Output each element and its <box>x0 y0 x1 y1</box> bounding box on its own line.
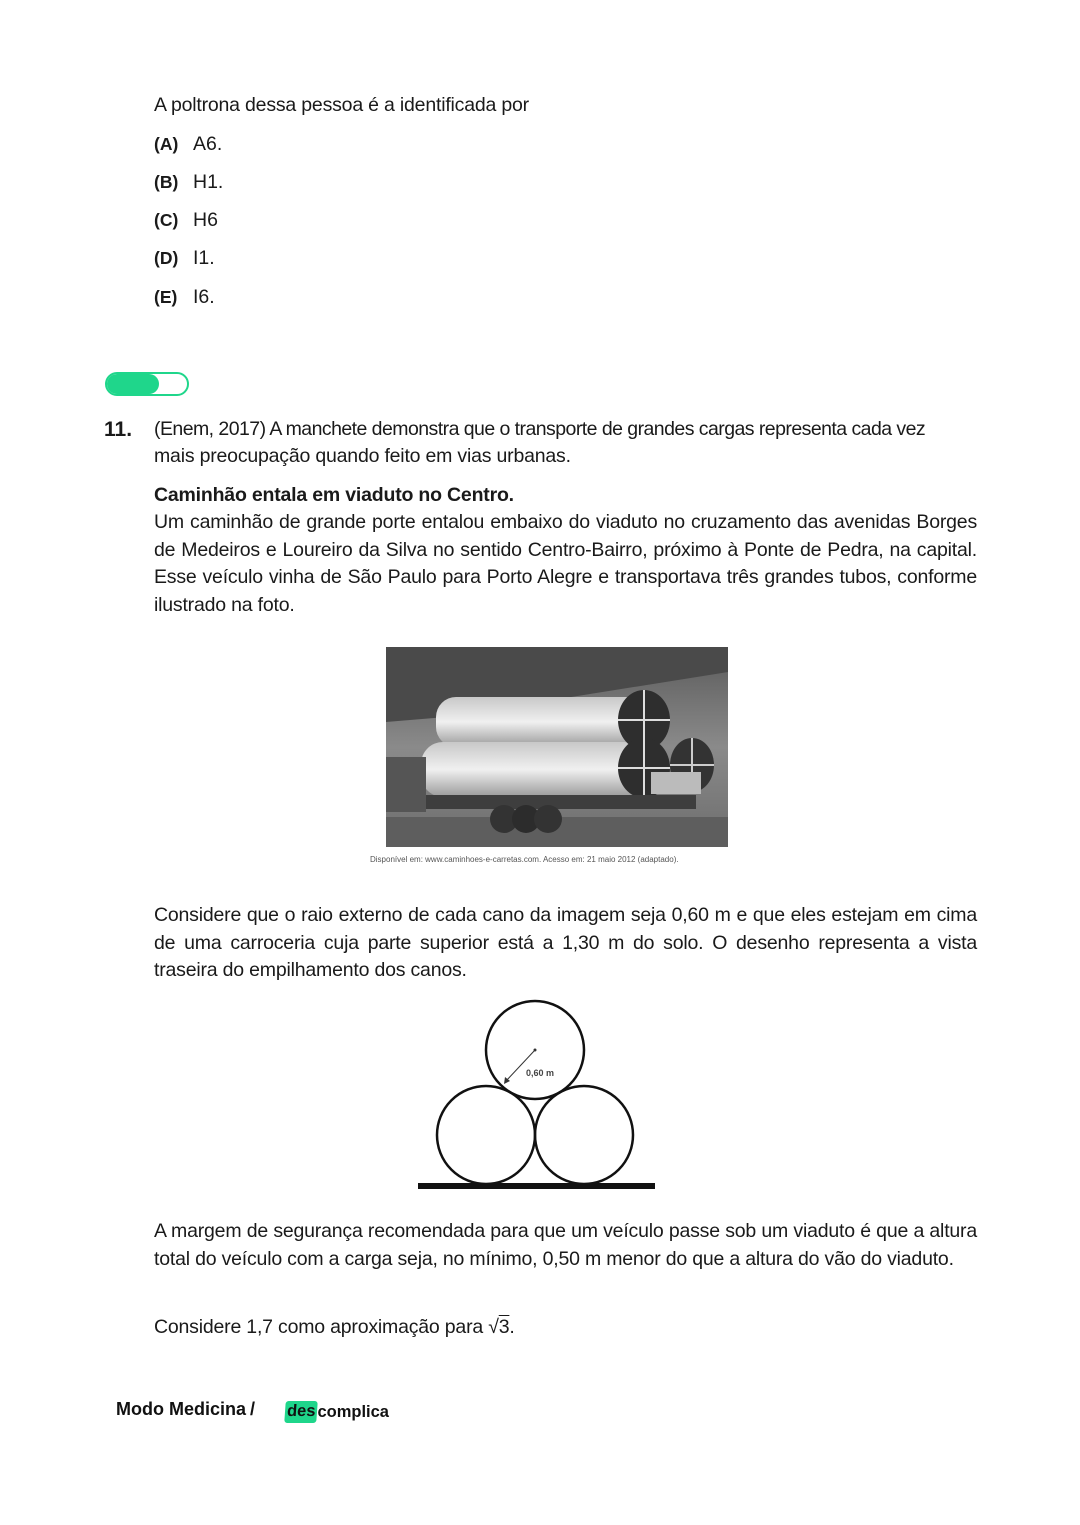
descomplica-logo <box>285 1399 389 1425</box>
question-paragraph-4 <box>154 1314 515 1342</box>
news-headline: Caminhão entala em viaduto no Centro. <box>154 484 514 506</box>
option-e <box>154 284 215 310</box>
radius-label: 0,60 m <box>526 1068 555 1078</box>
logo-complica: complica <box>317 1402 389 1421</box>
option-label: (C) <box>154 210 179 230</box>
footer-separator: / <box>250 1399 256 1419</box>
truck-photo-illustration <box>386 647 728 847</box>
photo-caption: Disponível em: www.caminhoes-e-carretas.com. Acesso em: 21 maio 2012 (adaptado). <box>370 855 679 864</box>
question-intro-line1: (Enem, 2017) A manchete demonstra que o transporte de grandes cargas representa cada vez <box>154 418 926 440</box>
question-paragraph-2: Considere que o raio externo de cada cano da imagem seja 0,60 m e que eles estejam em cima de uma carroceria cuja parte superior está a 1,30 m do solo. O desenho representa a vista traseira do empilhamento dos canos. <box>154 904 977 981</box>
three-circles-diagram <box>410 995 670 1195</box>
option-b <box>154 169 223 195</box>
question-number: 11. <box>104 418 133 441</box>
truck-photo <box>386 647 728 847</box>
option-label: (D) <box>154 248 179 268</box>
paragraph-4-prefix: Considere 1,7 como aproximação para √ <box>154 1316 499 1338</box>
option-a <box>154 131 222 157</box>
question-intro-line2: mais preocupação quando feito em vias urbanas. <box>154 445 571 467</box>
option-label: (A) <box>154 134 179 154</box>
logo-des: des <box>284 1401 318 1423</box>
sqrt-radicand: 3 <box>498 1316 510 1338</box>
option-text: I1. <box>193 247 215 269</box>
option-text: H1. <box>193 171 224 193</box>
option-label: (B) <box>154 172 179 192</box>
footer-title: Modo Medicina <box>116 1399 246 1419</box>
difficulty-fill <box>107 374 159 394</box>
option-c <box>154 207 218 233</box>
question-paragraph-3: A margem de segurança recomendada para que um veículo passe sob um viaduto é que a altura total do veículo com a carga seja, no mínimo, 0,50 m menor do que a altura do vão do viaduto. <box>154 1220 977 1270</box>
news-text: Um caminhão de grande porte entalou embaixo do viaduto no cruzamento das avenidas Borges de Medeiros e Loureiro da Silva no sentido Centro-Bairro, próximo à Ponte de Pedra, na capital. Esse veículo vinha de São Paulo para Porto Alegre e transportava três grandes tubos, conforme ilustrado na foto. <box>154 511 977 616</box>
option-text: A6. <box>193 133 223 155</box>
option-label: (E) <box>154 287 178 307</box>
paragraph-4-suffix: . <box>509 1316 515 1338</box>
option-d <box>154 245 215 271</box>
difficulty-pill-icon <box>105 372 189 396</box>
previous-question-stem: A poltrona dessa pessoa é a identificada por <box>154 94 529 116</box>
pipes-stack-diagram <box>410 995 670 1195</box>
option-text: H6 <box>193 209 218 231</box>
option-text: I6. <box>193 286 215 308</box>
